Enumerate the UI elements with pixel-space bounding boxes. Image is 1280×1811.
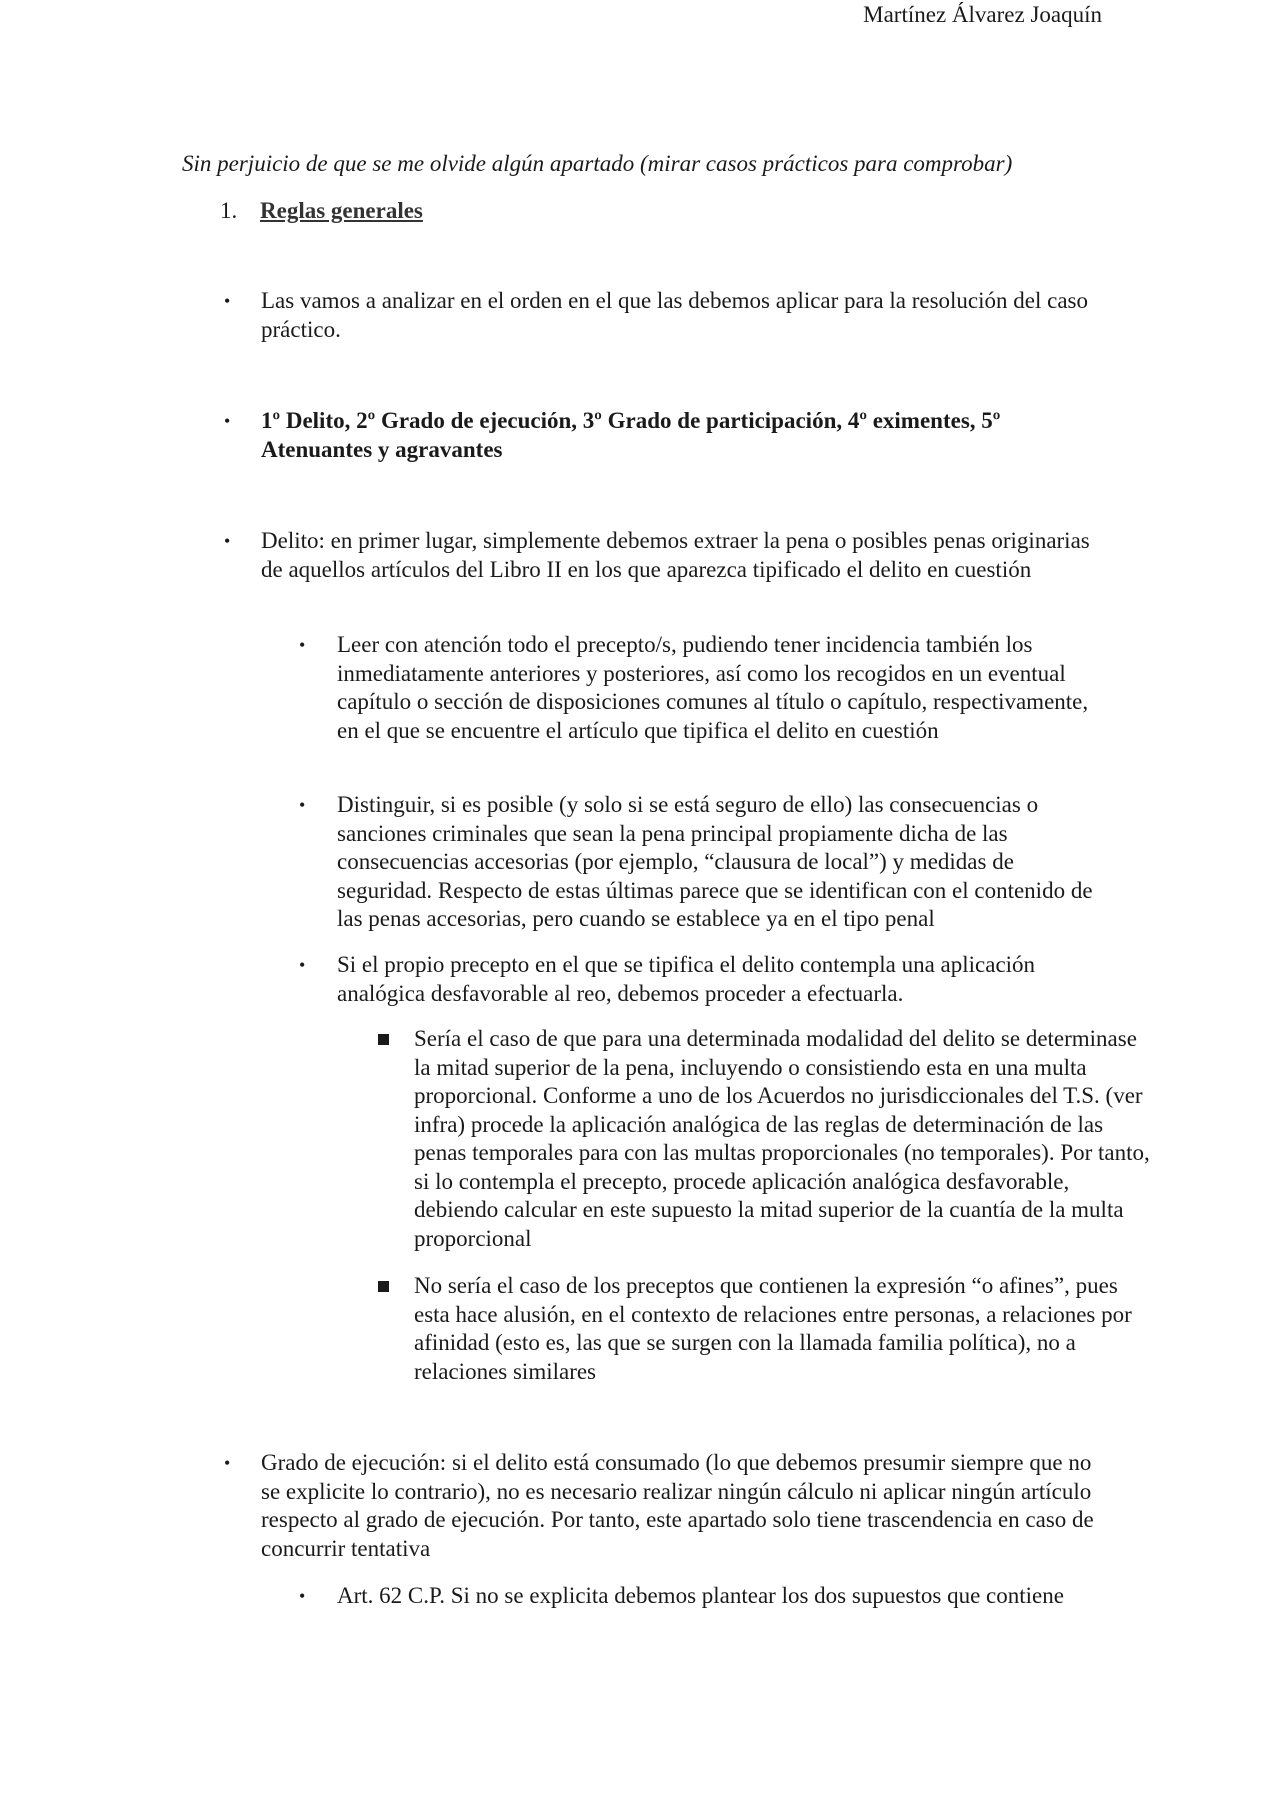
list-item-text: Art. 62 C.P. Si no se explicita debemos plantear los dos supuestos que contiene [337, 1583, 1064, 1608]
section-number: 1. [220, 198, 238, 223]
list-item-text: 1º Delito, 2º Grado de ejecución, 3º Grado de participación, 4º eximentes, 5º Atenuantes y agravantes [261, 408, 1001, 462]
bullet-icon: • [224, 531, 231, 551]
bullet-icon: • [299, 1586, 306, 1606]
bullet-icon: • [224, 411, 231, 431]
bullet-icon: • [299, 635, 306, 655]
section-title: Reglas generales [260, 198, 423, 223]
bullet-icon: • [224, 291, 231, 311]
square-bullet-icon [378, 1034, 389, 1045]
bullet-icon: • [224, 1453, 231, 1473]
page-header-author: Martínez Álvarez Joaquín [863, 2, 1102, 27]
list-item-text: Sería el caso de que para una determinada modalidad del delito se determinase la mitad superior de la pena, incluyendo o consistiendo esta en una multa proporcional. Conforme a uno de los Acuerdos no jurisdiccionales del T.S. (ver infra) procede la aplicación analógica de las reglas de determinación de las penas temporales para con las multas proporcionales (no temporales). Por tanto, si lo contempla el precepto, procede aplicación analógica desfavorable, debiendo calcular en este supuesto la mitad superior de la cuantía de la multa proporcional [414, 1026, 1150, 1251]
intro-note: Sin perjuicio de que se me olvide algún apartado (mirar casos prácticos para comprobar) [182, 151, 1013, 176]
bullet-icon: • [299, 955, 306, 975]
list-item-text: Distinguir, si es posible (y solo si se está seguro de ello) las consecuencias o sanciones criminales que sean la pena principal propiamente dicha de las consecuencias accesorias (por ejemplo, “clausura de local”) y medidas de seguridad. Respecto de estas últimas parece que se identifican con el contenido de las penas accesorias, pero cuando se establece ya en el tipo penal [337, 792, 1093, 931]
square-bullet-icon [378, 1281, 389, 1292]
list-item-text: Leer con atención todo el precepto/s, pudiendo tener incidencia también los inmediatamente anteriores y posteriores, así como los recogidos en un eventual capítulo o sección de disposiciones comunes al título o capítulo, respectivamente, en el que se encuentre el artículo que tipifica el delito en cuestión [337, 632, 1089, 743]
bullet-icon: • [299, 795, 306, 815]
list-item-text: No sería el caso de los preceptos que contienen la expresión “o afines”, pues esta hace alusión, en el contexto de relaciones entre personas, a relaciones por afinidad (esto es, las que se surgen con la llamada familia política), no a relaciones similares [414, 1273, 1132, 1384]
list-item-text: Grado de ejecución: si el delito está consumado (lo que debemos presumir siempre que no se explicite lo contrario), no es necesario realizar ningún cálculo ni aplicar ningún artículo respecto al grado de ejecución. Por tanto, este apartado solo tiene trascendencia en caso de concurrir tentativa [261, 1450, 1094, 1561]
list-item-text: Si el propio precepto en el que se tipifica el delito contempla una aplicación analógica desfavorable al reo, debemos proceder a efectuarla. [337, 952, 1036, 1006]
list-item-text: Las vamos a analizar en el orden en el que las debemos aplicar para la resolución del caso práctico. [261, 288, 1089, 342]
list-item-text: Delito: en primer lugar, simplemente debemos extraer la pena o posibles penas originarias de aquellos artículos del Libro II en los que aparezca tipificado el delito en cuestión [261, 528, 1090, 582]
